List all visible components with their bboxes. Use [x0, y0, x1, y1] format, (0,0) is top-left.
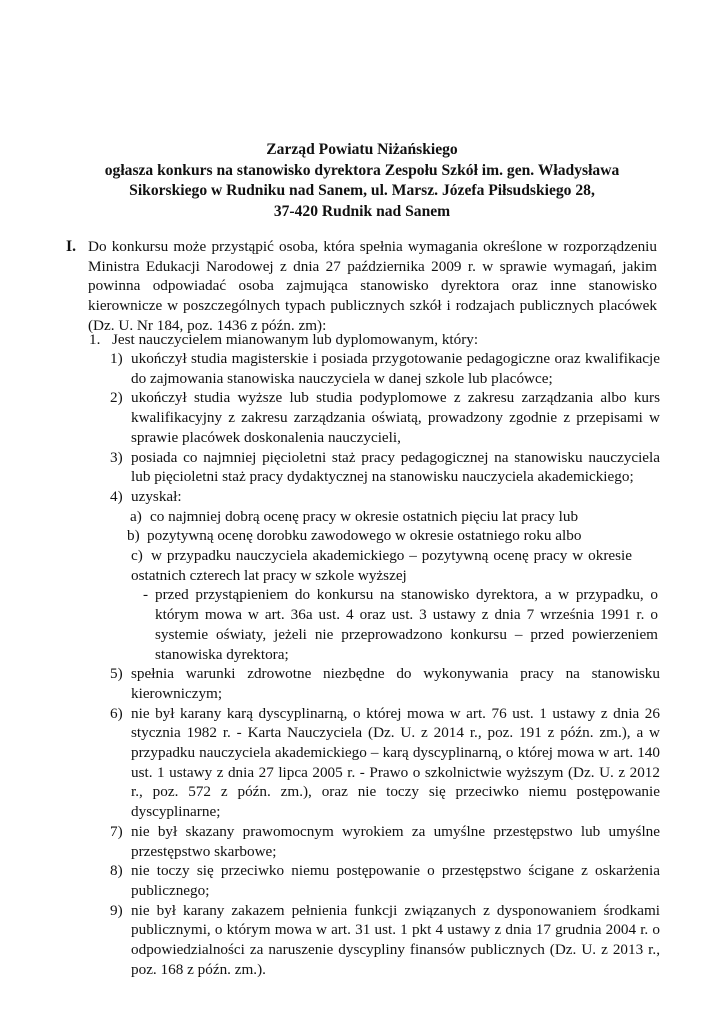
- dash-marker: -: [143, 586, 149, 604]
- sub-item-text: w przypadku nauczyciela akademickiego – pozytywną ocenę pracy w okresie ostatnich czterech lat pracy w szkole wyższej: [131, 547, 632, 584]
- list-item-text: nie był karany karą dyscyplinarną, o której mowa w art. 76 ust. 1 ustawy z dnia 26 stycznia 1982 r. - Karta Nauczyciela (Dz. U. z 2014 r., poz. 191 z późn. zm.), a w przypadku nauczyciela akademickiego – karą dyscyplinarną, o której mowa w art. 140 ust. 1 ustawy z dnia 27 lipca 2005 r. - Prawo o szkolnictwie wyższym (Dz. U. z 2012 r., poz. 572 z późn. zm.), oraz nie toczy się przeciwko niemu postępowanie dyscyplinarne;: [131, 704, 660, 821]
- list-item-5: [110, 664, 660, 703]
- announcement-header: [60, 140, 664, 222]
- sub-item-number: c): [131, 547, 143, 565]
- list-item-number: 8): [110, 862, 123, 880]
- list-item-2: [110, 388, 660, 447]
- list-item-7: [110, 822, 660, 861]
- requirement-1-text: Jest nauczycielem mianowanym lub dyplomowanym, który:: [112, 331, 479, 348]
- dash-item-text: przed przystąpieniem do konkursu na stanowisko dyrektora, a w przypadku, o którym mowa w art. 36a ust. 4 oraz ust. 3 ustawy z dnia 7 września 1991 r. o systemie oświaty, jeżeli nie przeprowadzono konkursu – przed powierzeniem stanowiska dyrektora;: [155, 586, 658, 663]
- list-item-number: 9): [110, 901, 123, 919]
- sub-item-text: co najmniej dobrą ocenę pracy w okresie ostatnich pięciu lat pracy lub: [150, 507, 579, 525]
- list-item-text: posiada co najmniej pięcioletni staż pracy pedagogicznej na stanowisku nauczyciela lub pięcioletni staż pracy dydaktycznej na stanowisku nauczyciela akademickiego;: [131, 448, 660, 486]
- list-item-number: 3): [110, 448, 123, 466]
- dash-item: [143, 585, 658, 664]
- sub-list: [110, 507, 660, 665]
- section-label: I.: [66, 238, 76, 255]
- list-item-3: [110, 448, 660, 487]
- sub-item-a: [130, 507, 660, 527]
- sub-item-number: a): [130, 507, 142, 525]
- sub-item-b: [127, 526, 660, 546]
- list-item-number: 2): [110, 389, 123, 407]
- list-item-text: ukończył studia magisterskie i posiada przygotowanie pedagogiczne oraz kwalifikacje do zajmowania stanowiska nauczyciela w danej szkole lub placówce;: [131, 350, 660, 387]
- list-item-number: 7): [110, 822, 123, 840]
- list-item-number: 4): [110, 487, 123, 505]
- list-item-text: nie toczy się przeciwko niemu postępowanie o przestępstwo ścigane z oskarżenia publicznego;: [131, 862, 660, 899]
- list-item-4: [110, 487, 660, 507]
- list-item-text: nie był karany zakazem pełnienia funkcji związanych z dysponowaniem środkami publicznymi, o którym mowa w art. 31 ust. 1 pkt 4 ustawy z dnia 17 grudnia 2004 r. o odpowiedzialności za naruszenie dyscypliny finansów publicznych (Dz. U. z 2013 r., poz. 168 z późn. zm.).: [131, 901, 660, 978]
- list-item-9: [110, 901, 660, 980]
- sub-item-text: pozytywną ocenę dorobku zawodowego w okresie ostatniego roku albo: [147, 527, 582, 545]
- list-item-8: [110, 861, 660, 900]
- sub-item-c: [131, 546, 660, 585]
- list-item-1: [110, 349, 660, 388]
- list-item-text: uzyskał:: [131, 487, 182, 505]
- header-line-2: ogłasza konkurs na stanowisko dyrektora Zespołu Szkół im. gen. Władysława: [104, 161, 620, 179]
- requirement-list: [110, 349, 660, 980]
- header-line-1: Zarząd Powiatu Niżańskiego: [266, 141, 458, 158]
- list-item-text: spełnia warunki zdrowotne niezbędne do wykonywania pracy na stanowisku kierowniczym;: [131, 665, 660, 702]
- list-item-number: 5): [110, 665, 123, 683]
- requirement-1-number: 1.: [89, 331, 101, 348]
- sub-item-number: b): [127, 527, 140, 545]
- header-line-3: Sikorskiego w Rudniku nad Sanem, ul. Marsz. Józefa Piłsudskiego 28,: [129, 182, 595, 199]
- list-item-text: ukończył studia wyższe lub studia podyplomowe z zakresu zarządzania albo kurs kwalifikacyjny z zakresu zarządzania oświatą, prowadzony zgodnie z przepisami w sprawie placówek doskonalenia nauczycieli,: [131, 389, 660, 446]
- list-item-number: 6): [110, 704, 123, 722]
- list-item-6: [110, 704, 660, 822]
- list-item-text: nie był skazany prawomocnym wyrokiem za umyślne przestępstwo lub umyślne przestępstwo skarbowe;: [131, 822, 660, 860]
- section-intro-text: Do konkursu może przystąpić osoba, która spełnia wymagania określone w rozporządzeniu Ministra Edukacji Narodowej z dnia 27 października 2009 r. w sprawie wymagań, jakim powinna odpowiadać osoba zajmująca stanowisko dyrektora oraz inne stanowisko kierownicze w poszczególnych typach publicznych szkół i rodzajach publicznych placówek (Dz. U. Nr 184, poz. 1436 z późn. zm):: [88, 238, 657, 334]
- header-line-4: 37-420 Rudnik nad Sanem: [273, 202, 451, 220]
- list-item-number: 1): [110, 350, 123, 367]
